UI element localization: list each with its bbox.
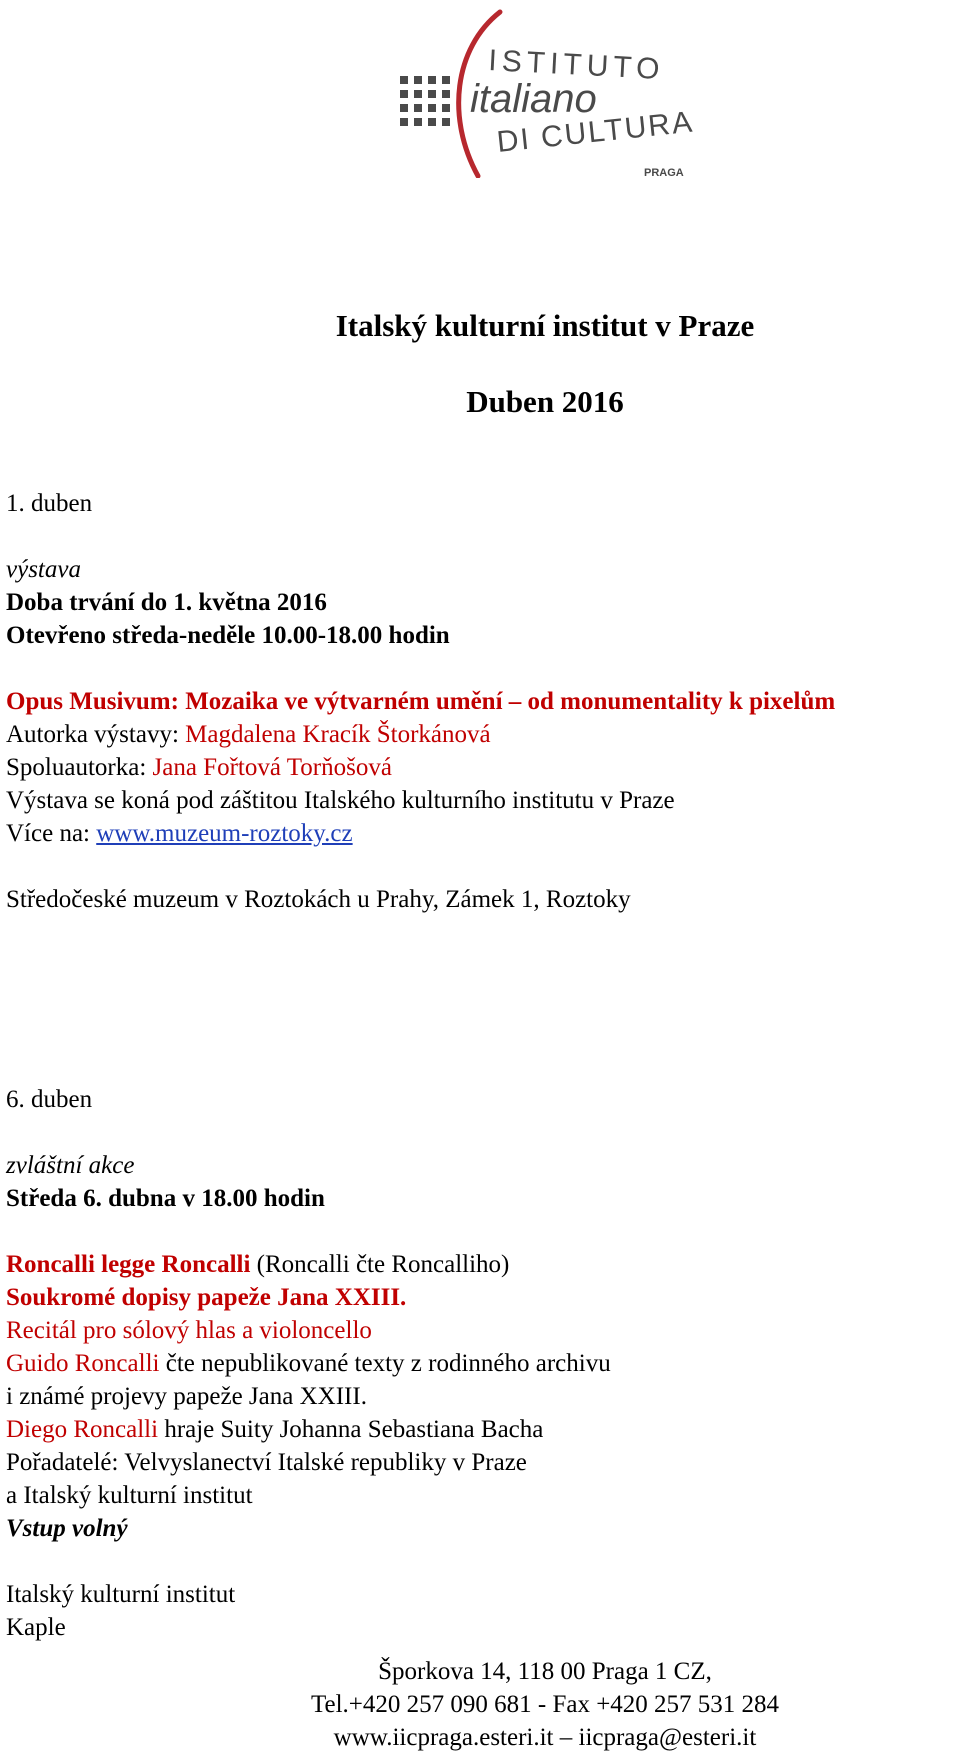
event1-date: 1. duben	[6, 490, 93, 517]
event1-author-name: Magdalena Kracík Štorkánová	[185, 721, 491, 748]
event2-title-rest: (Roncalli čte Roncalliho)	[250, 1251, 510, 1278]
event2-recital: Recitál pro sólový hlas a violoncello	[6, 1317, 372, 1344]
event2-guido-text2: i známé projevy papeže Jana XXIII.	[6, 1383, 367, 1410]
event1-author-label: Autorka výstavy:	[6, 721, 186, 748]
event2-entry: Vstup volný	[6, 1515, 128, 1542]
event1-type: výstava	[6, 556, 81, 583]
event2-diego-name: Diego Roncalli	[6, 1416, 159, 1443]
institute-logo	[388, 8, 708, 178]
footer-address: Šporkova 14, 118 00 Praga 1 CZ,	[378, 1658, 712, 1685]
event2-subtitle: Soukromé dopisy papeže Jana XXIII.	[6, 1284, 407, 1311]
footer-web: www.iicpraga.esteri.it – iicpraga@esteri.it	[333, 1724, 757, 1751]
event1-patronage: Výstava se koná pod záštitou Italského kulturního institutu v Praze	[6, 787, 675, 814]
logo-city: PRAGA	[644, 167, 684, 178]
event1-duration: Doba trvání do 1. května 2016	[6, 589, 327, 616]
event1-coauthor	[6, 752, 392, 784]
museum-link[interactable]: www.muzeum-roztoky.cz	[96, 820, 353, 847]
event2-organizers2: a Italský kulturní institut	[6, 1482, 253, 1509]
event2-guido	[6, 1348, 611, 1380]
event1-more	[6, 818, 353, 850]
event1-coauthor-label: Spoluautorka:	[6, 754, 153, 781]
event2-diego-text: hraje Suity Johanna Sebastiana Bacha	[158, 1416, 544, 1443]
logo-line1: ISTITUTO	[487, 44, 666, 87]
event2-guido-name: Guido Roncalli	[6, 1350, 160, 1377]
event1-opening: Otevřeno středa-neděle 10.00-18.00 hodin	[6, 622, 450, 649]
event2-title-red: Roncalli legge Roncalli	[6, 1251, 251, 1278]
event2-title	[6, 1249, 509, 1281]
event2-venue2: Kaple	[6, 1614, 66, 1641]
event1-venue: Středočeské muzeum v Roztokách u Prahy, Zámek 1, Roztoky	[6, 886, 631, 913]
event2-guido-text: čte nepublikované texty z rodinného archivu	[159, 1350, 611, 1377]
event2-diego	[6, 1414, 543, 1446]
event1-author	[6, 719, 491, 751]
footer-phone: Tel.+420 257 090 681 - Fax +420 257 531 284	[310, 1691, 780, 1718]
page-title: Italský kulturní institut v Praze	[335, 308, 755, 343]
event1-more-label: Více na:	[6, 820, 97, 847]
logo-line2: italiano	[470, 77, 597, 121]
event2-date: 6. duben	[6, 1086, 93, 1113]
event1-title: Opus Musivum: Mozaika ve výtvarném umění – od monumentality k pixelům	[6, 688, 836, 715]
event2-organizers1: Pořadatelé: Velvyslanectví Italské republiky v Praze	[6, 1449, 527, 1476]
logo-line3: DI CULTURA	[495, 105, 696, 159]
logo-graphic	[388, 8, 708, 178]
event2-datetime: Středa 6. dubna v 18.00 hodin	[6, 1185, 325, 1212]
logo-dot-grid	[400, 76, 450, 126]
event1-coauthor-name: Jana Fořtová Torňošová	[152, 754, 392, 781]
event2-type: zvláštní akce	[6, 1152, 135, 1179]
page-month: Duben 2016	[466, 384, 624, 419]
event2-venue1: Italský kulturní institut	[6, 1581, 236, 1608]
